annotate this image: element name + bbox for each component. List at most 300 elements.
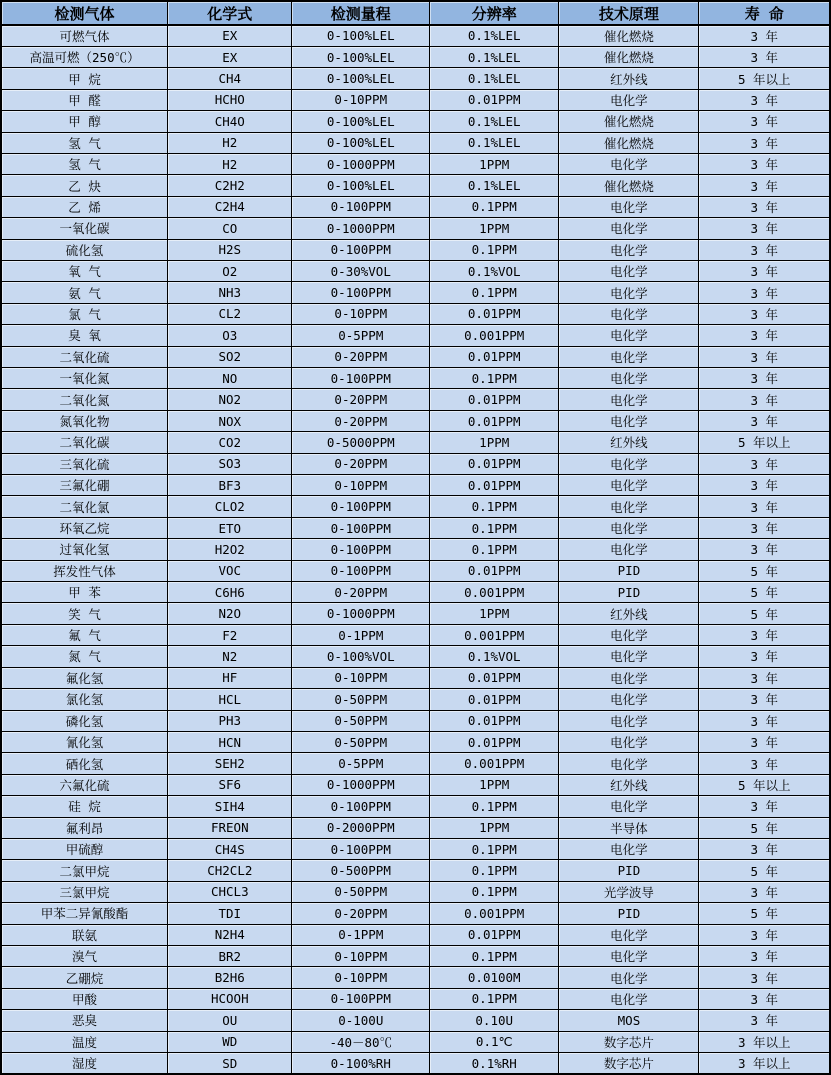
cell-range: 0-10PPM <box>292 945 430 966</box>
cell-range: 0-100%VOL <box>292 646 430 667</box>
cell-resolution: 0.001PPM <box>430 582 559 603</box>
table-row <box>1 153 830 174</box>
cell-formula: CH4 <box>168 68 292 89</box>
cell-gas: 三氯甲烷 <box>1 881 168 902</box>
cell-formula: O3 <box>168 325 292 346</box>
cell-lifespan: 5 年 <box>699 860 830 881</box>
cell-resolution: 0.1%LEL <box>430 132 559 153</box>
cell-lifespan: 5 年 <box>699 582 830 603</box>
cell-gas: 环氧乙烷 <box>1 517 168 538</box>
cell-lifespan: 3 年 <box>699 346 830 367</box>
cell-formula: TDI <box>168 903 292 924</box>
cell-gas: 三氟化硼 <box>1 475 168 496</box>
cell-range: 0-5PPM <box>292 325 430 346</box>
column-header-gas: 检测气体 <box>1 1 168 25</box>
cell-gas: 二氧化硫 <box>1 346 168 367</box>
cell-principle: 电化学 <box>559 368 699 389</box>
cell-gas: 高温可燃（250℃） <box>1 46 168 67</box>
cell-lifespan: 3 年 <box>699 239 830 260</box>
cell-principle: 催化燃烧 <box>559 175 699 196</box>
cell-gas: 一氧化氮 <box>1 368 168 389</box>
cell-formula: B2H6 <box>168 967 292 988</box>
cell-gas: 氧 气 <box>1 260 168 281</box>
cell-gas: 乙 炔 <box>1 175 168 196</box>
cell-formula: C6H6 <box>168 582 292 603</box>
cell-gas: 二氯甲烷 <box>1 860 168 881</box>
cell-resolution: 0.01PPM <box>430 689 559 710</box>
cell-range: 0-100PPM <box>292 539 430 560</box>
cell-formula: H2O2 <box>168 539 292 560</box>
cell-principle: 电化学 <box>559 731 699 752</box>
cell-lifespan: 5 年 <box>699 903 830 924</box>
cell-resolution: 0.01PPM <box>430 475 559 496</box>
table-row <box>1 1010 830 1031</box>
cell-range: 0-1000PPM <box>292 774 430 795</box>
cell-gas: 甲 醛 <box>1 89 168 110</box>
cell-formula: NH3 <box>168 282 292 303</box>
cell-range: 0-500PPM <box>292 860 430 881</box>
cell-lifespan: 3 年以上 <box>699 1031 830 1052</box>
cell-range: 0-5PPM <box>292 753 430 774</box>
cell-resolution: 1PPM <box>430 774 559 795</box>
table-row <box>1 924 830 945</box>
table-row <box>1 325 830 346</box>
cell-formula: EX <box>168 46 292 67</box>
cell-lifespan: 3 年 <box>699 646 830 667</box>
cell-formula: NO <box>168 368 292 389</box>
cell-formula: CLO2 <box>168 496 292 517</box>
cell-resolution: 0.1PPM <box>430 988 559 1009</box>
cell-gas: 氢 气 <box>1 153 168 174</box>
cell-range: 0-50PPM <box>292 731 430 752</box>
cell-gas: 甲 苯 <box>1 582 168 603</box>
cell-resolution: 0.1PPM <box>430 517 559 538</box>
cell-formula: NOX <box>168 410 292 431</box>
cell-range: 0-20PPM <box>292 453 430 474</box>
cell-formula: EX <box>168 25 292 46</box>
cell-formula: FREON <box>168 817 292 838</box>
cell-principle: 电化学 <box>559 453 699 474</box>
cell-formula: CH4S <box>168 838 292 859</box>
cell-formula: CO2 <box>168 432 292 453</box>
header-row <box>1 1 830 25</box>
cell-lifespan: 3 年 <box>699 282 830 303</box>
cell-formula: HF <box>168 667 292 688</box>
cell-range: 0-30%VOL <box>292 260 430 281</box>
column-header-formula: 化学式 <box>168 1 292 25</box>
cell-formula: SD <box>168 1053 292 1075</box>
cell-range: 0-1000PPM <box>292 603 430 624</box>
cell-range: 0-100PPM <box>292 368 430 389</box>
cell-range: 0-100PPM <box>292 196 430 217</box>
cell-principle: 电化学 <box>559 710 699 731</box>
cell-range: 0-100%LEL <box>292 175 430 196</box>
cell-lifespan: 3 年 <box>699 945 830 966</box>
table-row <box>1 881 830 902</box>
cell-gas: 挥发性气体 <box>1 560 168 581</box>
cell-resolution: 0.1PPM <box>430 881 559 902</box>
cell-gas: 可燃气体 <box>1 25 168 46</box>
table-row <box>1 260 830 281</box>
cell-resolution: 1PPM <box>430 432 559 453</box>
cell-gas: 甲酸 <box>1 988 168 1009</box>
cell-lifespan: 5 年 <box>699 603 830 624</box>
table-row <box>1 46 830 67</box>
cell-lifespan: 3 年 <box>699 89 830 110</box>
cell-lifespan: 3 年 <box>699 838 830 859</box>
cell-range: 0-1PPM <box>292 924 430 945</box>
table-row <box>1 838 830 859</box>
cell-range: 0-10PPM <box>292 475 430 496</box>
table-row <box>1 903 830 924</box>
table-row <box>1 175 830 196</box>
cell-range: 0-100PPM <box>292 560 430 581</box>
cell-principle: 电化学 <box>559 945 699 966</box>
table-row <box>1 967 830 988</box>
cell-resolution: 0.1PPM <box>430 838 559 859</box>
cell-lifespan: 3 年 <box>699 689 830 710</box>
cell-lifespan: 3 年 <box>699 218 830 239</box>
cell-range: 0-100PPM <box>292 796 430 817</box>
cell-principle: 电化学 <box>559 967 699 988</box>
table-row <box>1 731 830 752</box>
cell-principle: 数字芯片 <box>559 1053 699 1075</box>
cell-resolution: 0.001PPM <box>430 753 559 774</box>
cell-lifespan: 3 年 <box>699 389 830 410</box>
cell-formula: HCL <box>168 689 292 710</box>
cell-lifespan: 3 年 <box>699 153 830 174</box>
cell-resolution: 0.1PPM <box>430 496 559 517</box>
cell-principle: 数字芯片 <box>559 1031 699 1052</box>
cell-formula: ETO <box>168 517 292 538</box>
cell-gas: 氟 气 <box>1 624 168 645</box>
cell-range: 0-20PPM <box>292 582 430 603</box>
cell-range: 0-1PPM <box>292 624 430 645</box>
cell-principle: 电化学 <box>559 196 699 217</box>
cell-lifespan: 3 年以上 <box>699 1053 830 1075</box>
table-row <box>1 496 830 517</box>
cell-lifespan: 3 年 <box>699 410 830 431</box>
cell-resolution: 0.01PPM <box>430 731 559 752</box>
table-row <box>1 860 830 881</box>
cell-principle: 电化学 <box>559 539 699 560</box>
cell-resolution: 0.01PPM <box>430 453 559 474</box>
cell-resolution: 0.1%LEL <box>430 111 559 132</box>
table-row <box>1 624 830 645</box>
cell-lifespan: 3 年 <box>699 881 830 902</box>
cell-gas: 甲苯二异氰酸酯 <box>1 903 168 924</box>
table-row <box>1 218 830 239</box>
cell-lifespan: 3 年 <box>699 368 830 389</box>
table-row <box>1 89 830 110</box>
cell-range: 0-1000PPM <box>292 218 430 239</box>
cell-principle: 电化学 <box>559 624 699 645</box>
cell-lifespan: 3 年 <box>699 624 830 645</box>
cell-gas: 恶臭 <box>1 1010 168 1031</box>
cell-principle: PID <box>559 903 699 924</box>
cell-lifespan: 3 年 <box>699 517 830 538</box>
cell-lifespan: 3 年 <box>699 496 830 517</box>
cell-gas: 二氧化氮 <box>1 389 168 410</box>
cell-resolution: 0.1℃ <box>430 1031 559 1052</box>
cell-principle: 电化学 <box>559 517 699 538</box>
cell-formula: CH4O <box>168 111 292 132</box>
cell-formula: BR2 <box>168 945 292 966</box>
table-body <box>1 25 830 1074</box>
cell-range: 0-100%LEL <box>292 111 430 132</box>
cell-resolution: 0.1%VOL <box>430 260 559 281</box>
cell-lifespan: 3 年 <box>699 303 830 324</box>
cell-principle: 红外线 <box>559 68 699 89</box>
table-row <box>1 346 830 367</box>
table-row <box>1 368 830 389</box>
table-row <box>1 796 830 817</box>
cell-principle: 电化学 <box>559 303 699 324</box>
cell-gas: 氮 气 <box>1 646 168 667</box>
cell-formula: N2O <box>168 603 292 624</box>
cell-principle: 电化学 <box>559 838 699 859</box>
cell-lifespan: 3 年 <box>699 260 830 281</box>
cell-gas: 乙硼烷 <box>1 967 168 988</box>
cell-lifespan: 3 年 <box>699 924 830 945</box>
cell-lifespan: 3 年 <box>699 796 830 817</box>
cell-gas: 氟利昂 <box>1 817 168 838</box>
cell-lifespan: 3 年 <box>699 175 830 196</box>
cell-principle: 电化学 <box>559 239 699 260</box>
cell-resolution: 0.1PPM <box>430 282 559 303</box>
cell-resolution: 1PPM <box>430 817 559 838</box>
cell-range: 0-100PPM <box>292 838 430 859</box>
cell-principle: 催化燃烧 <box>559 132 699 153</box>
cell-principle: 电化学 <box>559 410 699 431</box>
cell-lifespan: 5 年 <box>699 817 830 838</box>
cell-range: 0-10PPM <box>292 667 430 688</box>
cell-formula: O2 <box>168 260 292 281</box>
table-row <box>1 68 830 89</box>
cell-principle: PID <box>559 860 699 881</box>
cell-range: 0-100PPM <box>292 239 430 260</box>
cell-resolution: 0.1PPM <box>430 945 559 966</box>
table-row <box>1 582 830 603</box>
cell-principle: 电化学 <box>559 753 699 774</box>
cell-range: 0-100%LEL <box>292 25 430 46</box>
cell-gas: 湿度 <box>1 1053 168 1075</box>
table-row <box>1 774 830 795</box>
cell-formula: CL2 <box>168 303 292 324</box>
cell-gas: 磷化氢 <box>1 710 168 731</box>
cell-formula: WD <box>168 1031 292 1052</box>
cell-lifespan: 3 年 <box>699 539 830 560</box>
cell-resolution: 0.01PPM <box>430 560 559 581</box>
cell-principle: 电化学 <box>559 260 699 281</box>
cell-formula: HCOOH <box>168 988 292 1009</box>
cell-range: 0-10PPM <box>292 89 430 110</box>
cell-range: 0-50PPM <box>292 689 430 710</box>
column-header-range: 检测量程 <box>292 1 430 25</box>
cell-principle: 电化学 <box>559 667 699 688</box>
cell-gas: 甲硫醇 <box>1 838 168 859</box>
cell-resolution: 0.01PPM <box>430 710 559 731</box>
cell-formula: CHCL3 <box>168 881 292 902</box>
cell-principle: 电化学 <box>559 689 699 710</box>
cell-resolution: 0.1%RH <box>430 1053 559 1075</box>
cell-principle: 电化学 <box>559 496 699 517</box>
cell-resolution: 0.001PPM <box>430 624 559 645</box>
cell-range: 0-100%LEL <box>292 68 430 89</box>
cell-principle: 红外线 <box>559 432 699 453</box>
cell-range: 0-100%LEL <box>292 132 430 153</box>
cell-gas: 过氧化氢 <box>1 539 168 560</box>
cell-resolution: 0.1PPM <box>430 860 559 881</box>
cell-range: 0-20PPM <box>292 903 430 924</box>
cell-range: 0-10PPM <box>292 303 430 324</box>
cell-resolution: 0.1PPM <box>430 239 559 260</box>
cell-formula: HCN <box>168 731 292 752</box>
cell-formula: H2S <box>168 239 292 260</box>
cell-gas: 甲 醇 <box>1 111 168 132</box>
cell-lifespan: 3 年 <box>699 46 830 67</box>
table-row <box>1 132 830 153</box>
cell-lifespan: 3 年 <box>699 667 830 688</box>
cell-principle: 催化燃烧 <box>559 46 699 67</box>
table-row <box>1 196 830 217</box>
cell-range: 0-10PPM <box>292 967 430 988</box>
cell-principle: 电化学 <box>559 988 699 1009</box>
cell-formula: C2H4 <box>168 196 292 217</box>
cell-gas: 联氨 <box>1 924 168 945</box>
cell-resolution: 0.01PPM <box>430 89 559 110</box>
cell-resolution: 0.01PPM <box>430 667 559 688</box>
table-row <box>1 710 830 731</box>
cell-resolution: 0.01PPM <box>430 346 559 367</box>
cell-gas: 硒化氢 <box>1 753 168 774</box>
cell-gas: 乙 烯 <box>1 196 168 217</box>
table-row <box>1 453 830 474</box>
column-header-lifespan: 寿 命 <box>699 1 830 25</box>
table-row <box>1 389 830 410</box>
table-row <box>1 1053 830 1075</box>
cell-formula: N2 <box>168 646 292 667</box>
cell-range: 0-100PPM <box>292 988 430 1009</box>
table-row <box>1 689 830 710</box>
cell-formula: SF6 <box>168 774 292 795</box>
column-header-resolution: 分辨率 <box>430 1 559 25</box>
cell-lifespan: 5 年 <box>699 560 830 581</box>
cell-gas: 氮氧化物 <box>1 410 168 431</box>
cell-lifespan: 3 年 <box>699 988 830 1009</box>
cell-principle: 催化燃烧 <box>559 111 699 132</box>
cell-lifespan: 5 年以上 <box>699 774 830 795</box>
cell-principle: 电化学 <box>559 924 699 945</box>
cell-gas: 溴气 <box>1 945 168 966</box>
cell-range: 0-20PPM <box>292 410 430 431</box>
table-row <box>1 539 830 560</box>
cell-principle: PID <box>559 582 699 603</box>
cell-range: 0-100U <box>292 1010 430 1031</box>
cell-formula: PH3 <box>168 710 292 731</box>
cell-gas: 二氧化碳 <box>1 432 168 453</box>
cell-lifespan: 3 年 <box>699 753 830 774</box>
cell-formula: BF3 <box>168 475 292 496</box>
cell-lifespan: 3 年 <box>699 196 830 217</box>
cell-principle: 红外线 <box>559 603 699 624</box>
cell-resolution: 0.1PPM <box>430 796 559 817</box>
cell-range: 0-50PPM <box>292 881 430 902</box>
cell-lifespan: 3 年 <box>699 710 830 731</box>
cell-principle: 电化学 <box>559 89 699 110</box>
cell-resolution: 0.1%LEL <box>430 46 559 67</box>
cell-formula: F2 <box>168 624 292 645</box>
cell-lifespan: 5 年以上 <box>699 68 830 89</box>
cell-range: 0-20PPM <box>292 346 430 367</box>
cell-resolution: 0.001PPM <box>430 903 559 924</box>
cell-principle: 半导体 <box>559 817 699 838</box>
cell-resolution: 0.1%LEL <box>430 175 559 196</box>
cell-formula: SO2 <box>168 346 292 367</box>
cell-range: 0-50PPM <box>292 710 430 731</box>
column-header-principle: 技术原理 <box>559 1 699 25</box>
cell-lifespan: 3 年 <box>699 25 830 46</box>
table-row <box>1 667 830 688</box>
table-row <box>1 239 830 260</box>
cell-formula: NO2 <box>168 389 292 410</box>
table-row <box>1 603 830 624</box>
cell-principle: 电化学 <box>559 796 699 817</box>
cell-lifespan: 3 年 <box>699 731 830 752</box>
table-row <box>1 282 830 303</box>
cell-gas: 氯 气 <box>1 303 168 324</box>
cell-range: 0-1000PPM <box>292 153 430 174</box>
cell-formula: SO3 <box>168 453 292 474</box>
cell-resolution: 0.01PPM <box>430 389 559 410</box>
cell-range: 0-100PPM <box>292 282 430 303</box>
cell-resolution: 0.1%VOL <box>430 646 559 667</box>
cell-range: 0-100PPM <box>292 517 430 538</box>
cell-gas: 臭 氧 <box>1 325 168 346</box>
cell-gas: 氰化氢 <box>1 731 168 752</box>
table-row <box>1 646 830 667</box>
cell-resolution: 0.01PPM <box>430 410 559 431</box>
cell-resolution: 1PPM <box>430 153 559 174</box>
cell-formula: N2H4 <box>168 924 292 945</box>
cell-gas: 六氟化硫 <box>1 774 168 795</box>
cell-range: 0-20PPM <box>292 389 430 410</box>
cell-range: 0-100%LEL <box>292 46 430 67</box>
cell-resolution: 0.001PPM <box>430 325 559 346</box>
table-row <box>1 517 830 538</box>
cell-formula: CH2CL2 <box>168 860 292 881</box>
cell-formula: VOC <box>168 560 292 581</box>
cell-lifespan: 3 年 <box>699 132 830 153</box>
cell-resolution: 0.01PPM <box>430 924 559 945</box>
table-row <box>1 1031 830 1052</box>
cell-resolution: 0.1PPM <box>430 196 559 217</box>
cell-gas: 硅 烷 <box>1 796 168 817</box>
cell-formula: SIH4 <box>168 796 292 817</box>
cell-range: 0-5000PPM <box>292 432 430 453</box>
table-row <box>1 303 830 324</box>
cell-lifespan: 3 年 <box>699 1010 830 1031</box>
cell-lifespan: 3 年 <box>699 967 830 988</box>
cell-lifespan: 3 年 <box>699 475 830 496</box>
cell-gas: 氯化氢 <box>1 689 168 710</box>
cell-gas: 氨 气 <box>1 282 168 303</box>
cell-formula: H2 <box>168 153 292 174</box>
cell-gas: 笑 气 <box>1 603 168 624</box>
cell-resolution: 0.1PPM <box>430 539 559 560</box>
cell-resolution: 1PPM <box>430 218 559 239</box>
cell-resolution: 0.1%LEL <box>430 68 559 89</box>
